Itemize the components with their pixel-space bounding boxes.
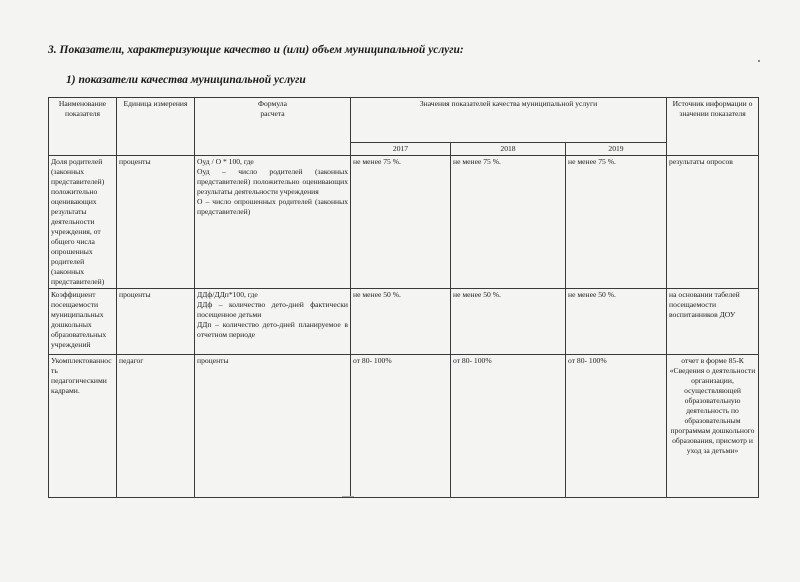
value-2017: не менее 75 %. <box>351 156 451 289</box>
scan-mark <box>342 496 354 497</box>
value-2019: не менее 50 %. <box>566 289 667 355</box>
indicator-formula: Оуд / О * 100, где Оуд – число родителей (законных представителей) положительно оценивающих результаты деятельности учреждения О – число опрошенных родителей (законных представителей) <box>195 156 351 289</box>
section-title: 3. Показатели, характеризующие качество и (или) объем муниципальной услуги: <box>48 44 464 56</box>
indicator-formula: проценты <box>195 355 351 498</box>
header-values-group: Значения показателей качества муниципальной услуги <box>351 98 667 143</box>
indicator-name: Доля родителей (законных представителей) положительно оценивающих результаты деятельности учреждения, от общего числа опрошенных родителей (законных представителей) <box>49 156 117 289</box>
scan-speck <box>758 60 760 62</box>
indicator-formula: ДДф/ДДп*100, где ДДф – количество дето-дней фактически посещенное детьми ДДп – количество дето-дней планируемое в отчетном периоде <box>195 289 351 355</box>
value-2018: от 80- 100% <box>451 355 566 498</box>
header-row <box>49 98 759 143</box>
indicator-source: на основании табелей посещаемости воспитанников ДОУ <box>667 289 759 355</box>
value-2017: не менее 50 %. <box>351 289 451 355</box>
header-formula: Формула расчета <box>195 98 351 156</box>
indicator-source: результаты опросов <box>667 156 759 289</box>
header-name: Наименование показателя <box>49 98 117 156</box>
quality-indicators-table <box>48 97 759 498</box>
value-2018: не менее 75 %. <box>451 156 566 289</box>
table-row <box>49 156 759 289</box>
table-row <box>49 355 759 498</box>
header-year-2019: 2019 <box>566 143 667 156</box>
value-2019: не менее 75 %. <box>566 156 667 289</box>
header-unit: Единица измерения <box>117 98 195 156</box>
indicator-unit: педагог <box>117 355 195 498</box>
indicator-name: Коэффициент посещаемости муниципальных дошкольных образовательных учреждений <box>49 289 117 355</box>
indicator-name: Укомплектованность педагогическими кадрами. <box>49 355 117 498</box>
header-year-2017: 2017 <box>351 143 451 156</box>
value-2018: не менее 50 %. <box>451 289 566 355</box>
value-2019: от 80- 100% <box>566 355 667 498</box>
header-source: Источник информации о значении показателя <box>667 98 759 156</box>
indicator-unit: проценты <box>117 289 195 355</box>
table-row <box>49 289 759 355</box>
value-2017: от 80- 100% <box>351 355 451 498</box>
subsection-title: 1) показатели качества муниципальной услуги <box>66 74 306 86</box>
indicator-source: отчет в форме 85-К «Сведения о деятельности организации, осуществляющей образовательную деятельность по образовательным программам дошкольного образования, присмотр и уход за детьми» <box>667 355 759 498</box>
header-year-2018: 2018 <box>451 143 566 156</box>
indicator-unit: проценты <box>117 156 195 289</box>
